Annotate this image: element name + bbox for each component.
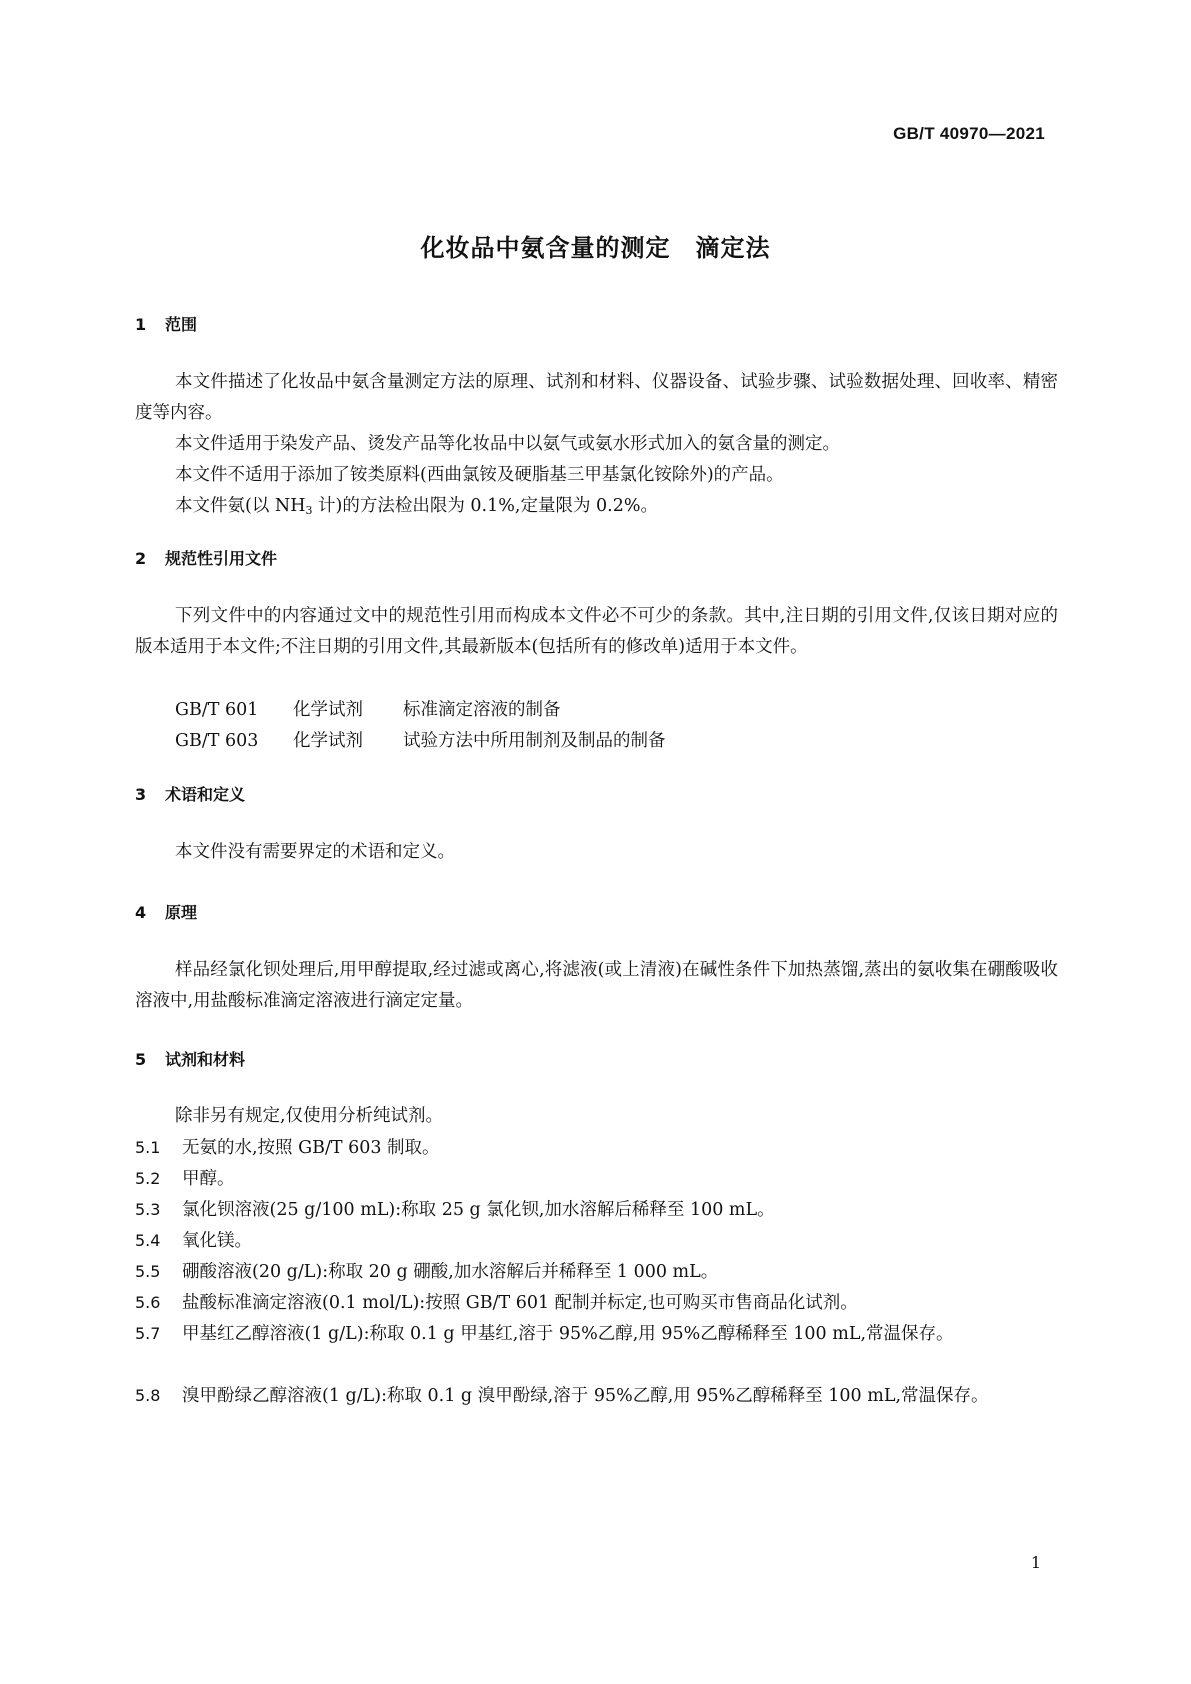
list-item — [135, 1163, 1058, 1195]
paragraph: 下列文件中的内容通过文中的规范性引用而构成本文件必不可少的条款。其中,注日期的引用文件,仅该日期对应的版本适用于本文件;不注日期的引用文件,其最新版本(包括所有的修改单)适用于本文件。 — [135, 606, 1058, 657]
paragraph: 本文件没有需要界定的术语和定义。 — [175, 842, 455, 862]
item-text: 氧化镁。 — [182, 1231, 252, 1251]
list-item — [135, 1380, 1058, 1412]
list-item — [135, 1132, 1058, 1164]
section-title: 规范性引用文件 — [165, 549, 278, 568]
item-number: 5.5 — [135, 1262, 161, 1281]
reference-code: GB/T 601 — [175, 700, 259, 720]
item-text: 甲基红乙醇溶液(1 g/L):称取 0.1 g 甲基红,溶于 95%乙醇,用 95%乙醇稀释至 100 mL,常温保存。 — [182, 1324, 954, 1344]
section-title: 原理 — [165, 903, 198, 922]
item-number: 5.2 — [135, 1169, 161, 1188]
subscript: 3 — [305, 504, 313, 517]
section-number: 2 — [135, 549, 147, 568]
page-number: 1 — [1030, 1553, 1041, 1572]
section-5-heading — [135, 1047, 245, 1070]
reference-title: 标准滴定溶液的制备 — [403, 700, 561, 720]
section-title: 术语和定义 — [165, 785, 246, 804]
reference-code: GB/T 603 — [175, 731, 259, 751]
reference-item — [135, 696, 561, 721]
reference-category: 化学试剂 — [293, 700, 363, 720]
paragraph: 除非另有规定,仅使用分析纯试剂。 — [175, 1106, 444, 1126]
item-text: 氯化钡溶液(25 g/100 mL):称取 25 g 氯化钡,加水溶解后稀释至 100 mL。 — [182, 1200, 775, 1220]
item-number: 5.1 — [135, 1138, 161, 1157]
section-1-heading — [135, 312, 197, 335]
text-fragment: 本文件氨(以 NH — [175, 496, 306, 516]
item-text: 硼酸溶液(20 g/L):称取 20 g 硼酸,加水溶解后并稀释至 1 000 mL。 — [182, 1262, 719, 1282]
item-number: 5.6 — [135, 1293, 161, 1312]
item-text: 无氨的水,按照 GB/T 603 制取。 — [182, 1138, 440, 1158]
reference-item — [135, 727, 666, 752]
section-2-heading — [135, 546, 277, 569]
reference-category: 化学试剂 — [293, 731, 363, 751]
item-text: 盐酸标准滴定溶液(0.1 mol/L):按照 GB/T 601 配制并标定,也可购买市售商品化试剂。 — [182, 1293, 858, 1313]
section-number: 1 — [135, 315, 147, 334]
list-item — [135, 1287, 1058, 1319]
section-4-heading — [135, 900, 197, 923]
section-title: 试剂和材料 — [165, 1050, 246, 1069]
paragraph: 本文件不适用于添加了铵类原料(西曲氯铵及硬脂基三甲基氯化铵除外)的产品。 — [175, 465, 784, 485]
item-text: 甲醇。 — [182, 1169, 235, 1189]
section-number: 3 — [135, 785, 147, 804]
paragraph: 样品经氯化钡处理后,用甲醇提取,经过滤或离心,将滤液(或上清液)在碱性条件下加热蒸馏,蒸出的氨收集在硼酸吸收溶液中,用盐酸标准滴定溶液进行滴定定量。 — [135, 960, 1058, 1011]
list-item — [135, 1318, 1058, 1350]
item-number: 5.4 — [135, 1231, 161, 1250]
list-item — [135, 1225, 1058, 1257]
section-title: 范围 — [165, 315, 198, 334]
section-number: 4 — [135, 903, 147, 922]
text-fragment: 计)的方法检出限为 0.1%,定量限为 0.2%。 — [312, 496, 658, 516]
item-text: 溴甲酚绿乙醇溶液(1 g/L):称取 0.1 g 溴甲酚绿,溶于 95%乙醇,用 95%乙醇稀释至 100 mL,常温保存。 — [182, 1386, 989, 1406]
document-title: 化妆品中氨含量的测定 滴定法 — [420, 234, 771, 262]
reference-title: 试验方法中所用制剂及制品的制备 — [403, 731, 666, 751]
section-3-heading — [135, 782, 245, 805]
paragraph: 本文件适用于染发产品、烫发产品等化妆品中以氨气或氨水形式加入的氨含量的测定。 — [175, 434, 840, 454]
paragraph: 本文件描述了化妆品中氨含量测定方法的原理、试剂和材料、仪器设备、试验步骤、试验数据处理、回收率、精密度等内容。 — [135, 372, 1058, 423]
list-item — [135, 1256, 1058, 1288]
item-number: 5.7 — [135, 1324, 161, 1343]
paragraph — [135, 491, 1058, 526]
list-item — [135, 1194, 1058, 1226]
item-number: 5.8 — [135, 1386, 161, 1405]
standard-number: GB/T 40970—2021 — [893, 124, 1045, 143]
item-number: 5.3 — [135, 1200, 161, 1219]
section-number: 5 — [135, 1050, 147, 1069]
